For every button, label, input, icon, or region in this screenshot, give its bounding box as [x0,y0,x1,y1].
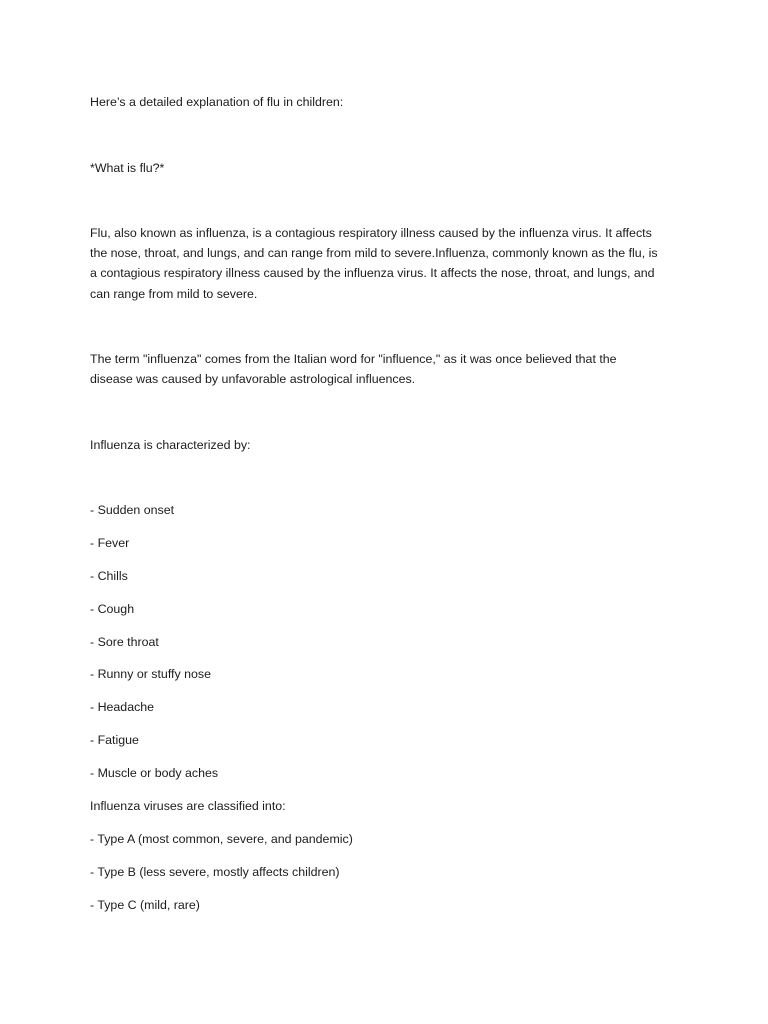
symptom-list-item: - Fever [90,536,130,550]
symptom-list-item: - Runny or stuffy nose [90,667,211,681]
symptom-list-item: - Headache [90,700,155,714]
definition-line: Flu, also known as influenza, is a contagious respiratory illness caused by the influenza virus. It affects [90,226,652,240]
intro-text: Here’s a detailed explanation of flu in children: [90,95,344,109]
symptom-list-item: - Chills [90,569,128,583]
symptom-list-item: - Cough [90,602,135,616]
etymology-line: disease was caused by unfavorable astrological influences. [90,372,416,387]
symptom-list-item: - Sudden onset [90,503,175,517]
symptom-list-item: - Fatigue [90,733,139,747]
definition-line: can range from mild to severe. [90,286,258,301]
section-heading-what-is-flu: *What is flu?* [90,161,165,175]
type-list-item: - Type B (less severe, mostly affects children) [90,865,340,879]
etymology-line: The term "influenza" comes from the Italian word for "influence," as it was once believed that the [90,352,617,366]
type-list-item: - Type A (most common, severe, and pandemic) [90,832,353,846]
characterized-heading: Influenza is characterized by: [90,438,251,452]
definition-paragraph [90,223,680,304]
symptom-list-item: - Sore throat [90,635,159,649]
type-list-item: - Type C (mild, rare) [90,898,200,912]
definition-line: the nose, throat, and lungs, and can range from mild to severe.Influenza, commonly known as the flu, is [90,246,658,261]
classification-heading: Influenza viruses are classified into: [90,799,286,813]
etymology-paragraph [90,349,680,389]
definition-line: a contagious respiratory illness caused by the influenza virus. It affects the nose, throat, and lungs, and [90,266,655,281]
symptom-list-item: - Muscle or body aches [90,766,219,780]
